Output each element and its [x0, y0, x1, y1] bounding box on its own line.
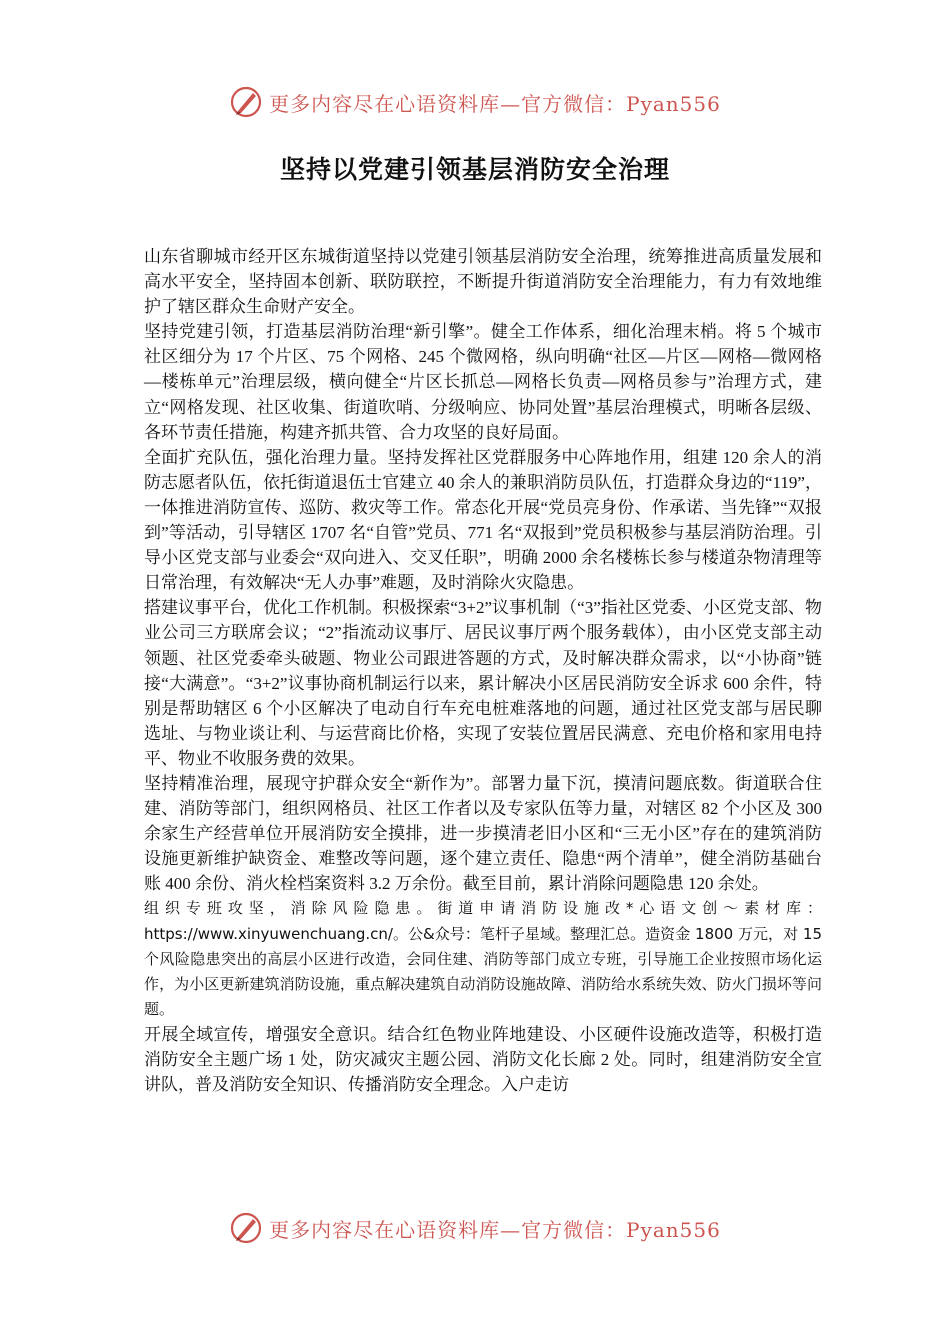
paragraph: 山东省聊城市经开区东城街道坚持以党建引领基层消防安全治理，统筹推进高质量发展和高水平安全，坚持固本创新、联防联控，不断提升街道消防安全治理能力，有力有效地维护了辖区群众生命财产安全。 — [144, 247, 822, 317]
pen-logo-icon — [229, 85, 263, 119]
paragraph: 搭建议事平台，优化工作机制。积极探索“3+2”议事机制（“3”指社区党委、小区党支部、物业公司三方联席会议；“2”指流动议事厅、居民议事厅两个服务载体），由小区党支部主动领题、社区党委牵头破题、物业公司跟进答题的方式，及时解决群众需求，以“小协商”链接“大满意”。“3+2”议事协商机制运行以来，累计解决小区居民消防安全诉求 600 余件，特别是帮助辖区 6 个小区解决了电动自行车充电桩难落地的问题，通过社区党支部与居民聊选址、与物业谈让利、与运营商比价格，实现了安装位置居民满意、充电价格和家用电持平、物业不收服务费的效果。 — [144, 598, 822, 768]
paragraph-watermark-inserted: 组织专班攻坚，消除风险隐患。街道申请消防设施改*心语文创～素材库：https://www.xinyuwenchuang.cn/。公&众号：笔杆子星域。整理汇总。造资金 1800 万元，对 15 个风险隐患突出的高层小区进行改造，会同住建、消防等部门成立专班，引导施工企业按照市场化运作，为小区更新建筑消防设施，重点解决建筑自动消防设施故障、消防给水系统失效、防火门损坏等问题。 — [144, 899, 822, 1018]
paragraph: 开展全域宣传，增强安全意识。结合红色物业阵地建设、小区硬件设施改造等，积极打造消防安全主题广场 1 处，防灾减灾主题公园、消防文化长廊 2 处。同时，组建消防安全宣讲队，普及消防安全知识、传播消防安全理念。入户走访 — [144, 1024, 822, 1095]
footer-banner — [0, 1206, 950, 1250]
paragraph: 坚持精准治理，展现守护群众安全“新作为”。部署力量下沉，摸清问题底数。街道联合住建、消防等部门，组织网格员、社区工作者以及专家队伍等力量，对辖区 82 个小区及 300 余家生产经营单位开展消防安全摸排，进一步摸清老旧小区和“三无小区”存在的建筑消防设施更新维护缺资金、难整改等问题，逐个建立责任、隐患“两个清单”，健全消防基础台账 400 余份、消火栓档案资料 3.2 万余份。截至目前，累计消除问题隐患 120 余处。 — [144, 773, 822, 894]
header-banner-text: 更多内容尽在心语资料库—官方微信：Pyan556 — [269, 91, 721, 116]
page-title: 坚持以党建引领基层消防安全治理 — [279, 155, 670, 184]
paragraph: 坚持党建引领，打造基层消防治理“新引擎”。健全工作体系，细化治理末梢。将 5 个城市社区细分为 17 个片区、75 个网格、245 个微网格，纵向明确“社区—片区—网格—微网格—楼栋单元”治理层级，横向健全“片区长抓总—网格长负责—网格员参与”治理方式，建立“网格发现、社区收集、街道吹哨、分级响应、协同处置”基层治理模式，明晰各层级、各环节责任措施，构建齐抓共管、合力攻坚的良好局面。 — [144, 322, 822, 442]
pen-logo-icon — [229, 1211, 263, 1245]
paragraph: 全面扩充队伍，强化治理力量。坚持发挥社区党群服务中心阵地作用，组建 120 余人的消防志愿者队伍，依托街道退伍士官建立 40 余人的兼职消防员队伍，打造群众身边的“119”，一体推进消防宣传、巡防、救灾等工作。常态化开展“党员亮身份、作承诺、当先锋”“双报到”等活动，引导辖区 1707 名“自管”党员、771 名“双报到”党员积极参与基层消防治理。引导小区党支部与业委会“双向进入、交叉任职”，明确 2000 余名楼栋长参与楼道杂物清理等日常治理，有效解决“无人办事”难题，及时消除火灾隐患。 — [144, 447, 822, 593]
article-body — [144, 244, 822, 1097]
header-banner — [0, 80, 950, 124]
footer-banner-text: 更多内容尽在心语资料库—官方微信：Pyan556 — [269, 1217, 721, 1242]
